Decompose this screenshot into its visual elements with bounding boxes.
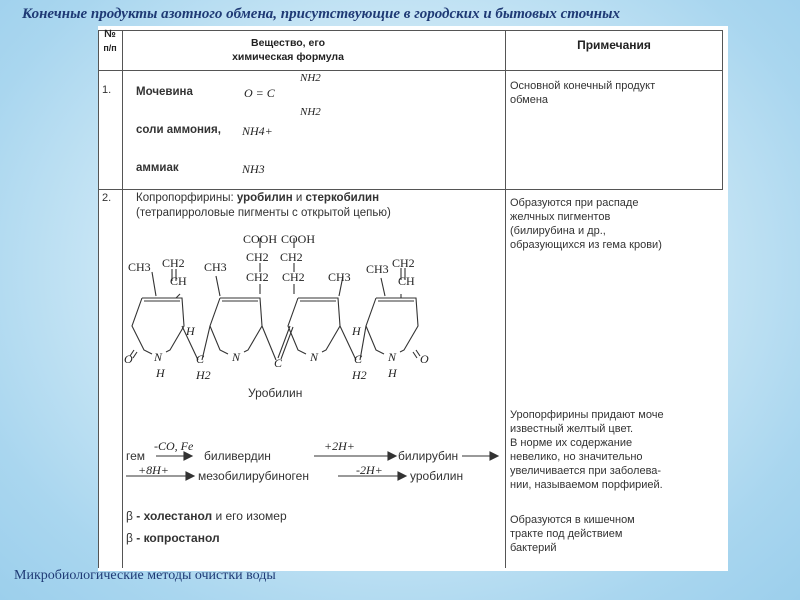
urea-nh2-top: NH2 [300, 72, 321, 84]
scheme-reagent-1: -CO, Fe [154, 439, 194, 453]
header-notes: Примечания [577, 38, 651, 52]
scheme-reagent-4: -2H+ [356, 463, 383, 477]
document-sheet [98, 26, 728, 571]
ch2-label-6: CH2 [392, 256, 415, 270]
slide-footer: Микробиологические методы очистки воды [14, 568, 276, 583]
row2-note-line3: (билирубина и др., [510, 225, 606, 237]
ch2-label-3: CH2 [246, 270, 269, 284]
cholestanol-line [126, 509, 287, 523]
ch-label-2: CH [398, 274, 415, 288]
row2-title-part4: стеркобилин [305, 192, 380, 204]
row2-title-part1: Копропорфирины: [136, 192, 234, 204]
row2-number: 2. [102, 192, 112, 204]
ch3-label-4: CH3 [366, 262, 389, 276]
scheme-mesobilirubinogen: мезобилирубиноген [198, 469, 309, 483]
ch2-label-4: CH2 [282, 270, 305, 284]
ammonia-formula: NH3 [242, 162, 265, 176]
c-label-2: C [274, 356, 283, 370]
urea-formula: O = C [244, 86, 275, 100]
sterol-note-line1: Образуются в кишечном [510, 514, 635, 526]
urea-label: Мочевина [136, 86, 193, 98]
h2-label-1: H2 [196, 368, 211, 382]
o-label-1: O [124, 352, 133, 366]
ch2-label-1: CH2 [246, 250, 269, 264]
row1-note-line2: обмена [510, 94, 549, 106]
beta-symbol-1: β [126, 509, 133, 523]
urobilin-structure-name: Уробилин [248, 386, 303, 400]
row1-note-line1: Основной конечный продукт [510, 80, 656, 92]
row2-title-part2: уробилин [236, 192, 293, 204]
slide-title: Конечные продукты азотного обмена, присутствующие в городских и бытовых сточных [22, 6, 620, 22]
header-substance-line2: химическая формула [232, 51, 344, 63]
scheme-biliverdin: биливердин [204, 449, 271, 463]
row2-subtitle: (тетрапирроловые пигменты с открытой цепью) [136, 207, 391, 219]
scheme-note-line2: известный желтый цвет. [510, 423, 634, 435]
n-label-2: N [232, 350, 241, 364]
ch-label-1: CH [170, 274, 187, 288]
cooh-1: COOH [243, 232, 278, 246]
ammonium-label: соли аммония, [136, 124, 221, 136]
c-label-1: C [196, 352, 205, 366]
ch3-label-2: CH3 [204, 260, 227, 274]
row2-title-part3: и [295, 192, 303, 204]
header-num-line1: № [104, 28, 116, 40]
row2-note-line1: Образуются при распаде [510, 197, 639, 209]
scheme-bilirubin: билирубин [398, 449, 459, 463]
sterol-note-line2: тракте под действием [510, 528, 623, 540]
scheme-urobilin: уробилин [410, 469, 464, 483]
scheme-note [510, 408, 720, 492]
cholestanol-label: - холестанол [136, 509, 213, 523]
ch2-label-2: CH2 [280, 250, 303, 264]
row2-note-line2: желчных пигментов [510, 211, 611, 223]
o-label-2: O [420, 352, 429, 366]
scheme-reagent-2: +2H+ [324, 439, 355, 453]
h-label-2: H [186, 324, 195, 338]
h2-label-2: H2 [352, 368, 367, 382]
sterol-note-line3: бактерий [510, 542, 557, 554]
scheme-note-line1: Уропорфирины придают моче [510, 409, 664, 421]
scheme-note-line5: увеличивается при заболева- [510, 465, 662, 477]
scheme-note-line3: В норме их содержание [510, 437, 633, 449]
header-num-line2: п/п [103, 43, 117, 53]
beta-symbol-2: β [126, 531, 133, 545]
n-label-3: N [310, 350, 319, 364]
scheme-note-line6: нии, называемом порфирией. [510, 479, 663, 491]
h-label-4: H [388, 366, 397, 380]
scheme-note-line4: невелико, но значительно [510, 451, 643, 463]
h-label-3: H [352, 324, 361, 338]
ammonium-formula: NH4+ [242, 124, 273, 138]
h-label-1: H [156, 366, 165, 380]
scheme-reagent-3: +8H+ [138, 463, 169, 477]
row1-number: 1. [102, 84, 112, 96]
row2-note-line4: образующихся из гема крови) [510, 239, 662, 251]
ch3-label-3: CH3 [328, 270, 351, 284]
ch2-label-5: CH2 [162, 256, 185, 270]
n-label-1: N [154, 350, 163, 364]
header-substance-line1: Вещество, его [250, 37, 326, 49]
n-label-4: N [388, 350, 397, 364]
urea-nh2-bottom: NH2 [300, 106, 321, 118]
ch3-label-1: CH3 [128, 260, 151, 274]
cooh-2: COOH [281, 232, 316, 246]
coprostanol-label: - копростанол [136, 531, 220, 545]
coprostanol-line [126, 531, 220, 545]
scheme-heme: гем [126, 449, 146, 463]
sterol-note [510, 513, 720, 555]
c-label-3: C [354, 352, 363, 366]
cholestanol-rest: и его изомер [215, 509, 287, 523]
ammonia-label: аммиак [136, 162, 179, 174]
